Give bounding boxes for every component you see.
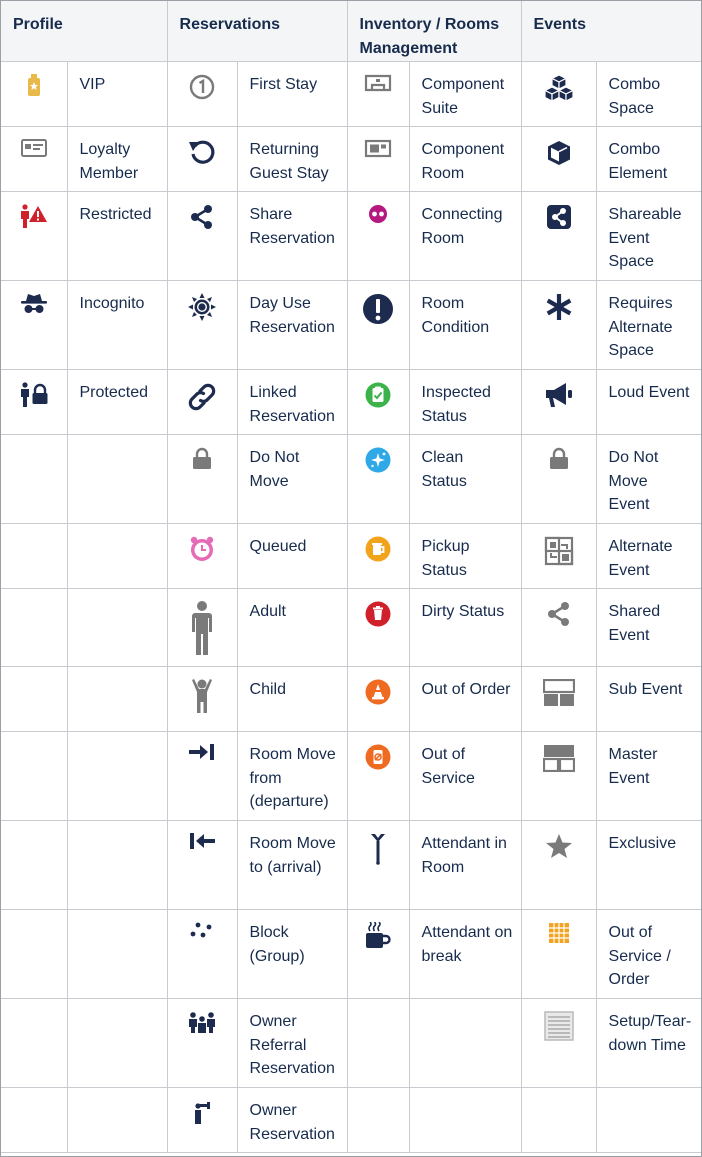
profile-label (67, 910, 167, 999)
reservations-icon-cell (167, 667, 237, 732)
master-event-icon (543, 759, 575, 776)
profile-icon-cell (1, 435, 67, 524)
inventory-icon-cell (347, 281, 409, 370)
inventory-label: Inspected Status (409, 370, 521, 435)
events-icon-cell (521, 281, 596, 370)
adult-icon (191, 642, 213, 659)
first-stay-icon (189, 87, 215, 104)
lock-icon (192, 456, 212, 473)
inventory-icon-cell (347, 127, 409, 192)
events-icon-cell (521, 589, 596, 667)
profile-icon-cell (1, 821, 67, 910)
loyalty-card-icon (21, 144, 47, 161)
profile-label (67, 435, 167, 524)
out-of-service-grid-icon (548, 931, 570, 948)
events-icon-cell (521, 524, 596, 589)
owner-referral-icon (188, 1020, 216, 1037)
events-label: Exclusive (596, 821, 701, 910)
reservations-label: Share Reservation (237, 192, 347, 281)
reservations-label: Room Move to (arrival) (237, 821, 347, 910)
profile-icon-cell (1, 1088, 67, 1153)
shareable-space-icon (546, 217, 572, 234)
reservations-icon-cell (167, 435, 237, 524)
profile-label (67, 1088, 167, 1153)
events-label: Master Event (596, 732, 701, 821)
inventory-label: Out of Order (409, 667, 521, 732)
events-icon-cell (521, 62, 596, 127)
inventory-icon-cell (347, 1088, 409, 1153)
inventory-label: Component Suite (409, 62, 521, 127)
icon-legend-table (1, 1, 702, 1153)
events-label: Out of Service / Order (596, 910, 701, 999)
reservations-icon-cell (167, 821, 237, 910)
inventory-icon-cell (347, 370, 409, 435)
table-row (1, 281, 701, 370)
table-row (1, 524, 701, 589)
reservations-icon-cell (167, 910, 237, 999)
inventory-icon-cell (347, 821, 409, 910)
events-label: Setup/Tear-down Time (596, 999, 701, 1088)
events-label (596, 1088, 701, 1153)
events-icon-cell (521, 999, 596, 1088)
inventory-label: Connecting Room (409, 192, 521, 281)
inventory-label: Attendant on break (409, 910, 521, 999)
reservations-icon-cell (167, 732, 237, 821)
profile-icon-cell (1, 667, 67, 732)
events-icon-cell (521, 1088, 596, 1153)
child-icon (190, 700, 214, 717)
incognito-icon (20, 302, 48, 319)
inventory-icon-cell (347, 589, 409, 667)
header-row (1, 1, 701, 62)
events-icon-cell (521, 370, 596, 435)
profile-icon-cell (1, 62, 67, 127)
setup-teardown-icon (544, 1028, 574, 1045)
dirty-status-icon (365, 614, 391, 631)
table-row (1, 435, 701, 524)
inventory-icon-cell (347, 732, 409, 821)
shared-event-icon (546, 614, 572, 631)
inventory-label: Clean Status (409, 435, 521, 524)
events-label: Alternate Event (596, 524, 701, 589)
vip-icon (27, 83, 41, 100)
header-profile: Profile (1, 1, 167, 62)
events-label: Requires Alternate Space (596, 281, 701, 370)
out-of-order-icon (365, 692, 391, 709)
star-icon (545, 846, 573, 863)
reservations-label: First Stay (237, 62, 347, 127)
inventory-label: Out of Service (409, 732, 521, 821)
profile-label: VIP (67, 62, 167, 127)
reservations-label: Owner Reservation (237, 1088, 347, 1153)
reservations-icon-cell (167, 1088, 237, 1153)
alternate-event-icon (544, 553, 574, 570)
reservations-label: Owner Referral Reservation (237, 999, 347, 1088)
requires-alternate-icon (545, 308, 573, 325)
reservations-label: Returning Guest Stay (237, 127, 347, 192)
megaphone-icon (544, 395, 574, 412)
table-row (1, 732, 701, 821)
inventory-icon-cell (347, 62, 409, 127)
profile-icon-cell (1, 910, 67, 999)
profile-label (67, 667, 167, 732)
inventory-label (409, 1088, 521, 1153)
profile-icon-cell (1, 127, 67, 192)
day-use-icon (188, 308, 216, 325)
table-row (1, 62, 701, 127)
link-icon (187, 399, 217, 416)
attendant-in-room-icon (369, 852, 387, 869)
inventory-icon-cell (347, 524, 409, 589)
table-row (1, 589, 701, 667)
share-icon (189, 217, 215, 234)
protected-icon (20, 395, 48, 412)
events-label: Shareable Event Space (596, 192, 701, 281)
inventory-label: Room Condition (409, 281, 521, 370)
profile-icon-cell (1, 192, 67, 281)
table-row (1, 667, 701, 732)
restricted-icon (20, 215, 48, 232)
table-row (1, 821, 701, 910)
events-icon-cell (521, 192, 596, 281)
inventory-label: Dirty Status (409, 589, 521, 667)
profile-label: Protected (67, 370, 167, 435)
table-row (1, 370, 701, 435)
profile-label: Restricted (67, 192, 167, 281)
events-icon-cell (521, 821, 596, 910)
lock-icon (549, 456, 569, 473)
header-inventory: Inventory / Rooms Management (347, 1, 521, 62)
inventory-icon-cell (347, 667, 409, 732)
sub-event-icon (543, 694, 575, 711)
inventory-icon-cell (347, 910, 409, 999)
table-row (1, 1088, 701, 1153)
events-icon-cell (521, 732, 596, 821)
combo-element-icon (545, 154, 573, 171)
reservations-label: Room Move from (departure) (237, 732, 347, 821)
pickup-status-icon (365, 549, 391, 566)
inventory-icon-cell (347, 192, 409, 281)
events-icon-cell (521, 435, 596, 524)
header-reservations: Reservations (167, 1, 347, 62)
reservations-label: Adult (237, 589, 347, 667)
inventory-icon-cell (347, 999, 409, 1088)
events-label: Sub Event (596, 667, 701, 732)
profile-label (67, 732, 167, 821)
table-row (1, 999, 701, 1088)
clean-status-icon (365, 460, 391, 477)
events-label: Shared Event (596, 589, 701, 667)
profile-icon-cell (1, 370, 67, 435)
reservations-icon-cell (167, 524, 237, 589)
connecting-room-icon (367, 211, 389, 228)
reservations-icon-cell (167, 127, 237, 192)
profile-icon-cell (1, 999, 67, 1088)
block-group-icon (190, 925, 214, 942)
room-condition-icon (362, 312, 394, 329)
profile-label (67, 589, 167, 667)
reservations-icon-cell (167, 281, 237, 370)
events-icon-cell (521, 127, 596, 192)
events-icon-cell (521, 667, 596, 732)
returning-guest-icon (188, 152, 216, 169)
profile-icon-cell (1, 281, 67, 370)
reservations-label: Queued (237, 524, 347, 589)
profile-icon-cell (1, 732, 67, 821)
events-label: Combo Element (596, 127, 701, 192)
table-row (1, 127, 701, 192)
reservations-icon-cell (167, 62, 237, 127)
reservations-icon-cell (167, 589, 237, 667)
move-in-icon (189, 836, 215, 853)
reservations-label: Linked Reservation (237, 370, 347, 435)
events-label: Loud Event (596, 370, 701, 435)
alarm-clock-icon (189, 549, 215, 566)
combo-space-icon (544, 89, 574, 106)
profile-label (67, 524, 167, 589)
reservations-label: Do Not Move (237, 435, 347, 524)
reservations-icon-cell (167, 370, 237, 435)
inventory-label (409, 999, 521, 1088)
profile-icon-cell (1, 589, 67, 667)
reservations-label: Day Use Reservation (237, 281, 347, 370)
profile-label: Loyalty Member (67, 127, 167, 192)
reservations-label: Block (Group) (237, 910, 347, 999)
inventory-label: Pickup Status (409, 524, 521, 589)
reservations-icon-cell (167, 999, 237, 1088)
table-row (1, 910, 701, 999)
reservations-icon-cell (167, 192, 237, 281)
out-of-service-icon (365, 757, 391, 774)
move-out-icon (189, 747, 215, 764)
component-suite-icon (364, 81, 392, 98)
inventory-icon-cell (347, 435, 409, 524)
header-events: Events (521, 1, 701, 62)
events-label: Do Not Move Event (596, 435, 701, 524)
profile-label (67, 999, 167, 1088)
inventory-label: Attendant in Room (409, 821, 521, 910)
events-icon-cell (521, 910, 596, 999)
inspected-status-icon (365, 395, 391, 412)
attendant-break-icon (364, 937, 392, 954)
profile-icon-cell (1, 524, 67, 589)
table-row (1, 192, 701, 281)
profile-label: Incognito (67, 281, 167, 370)
events-label: Combo Space (596, 62, 701, 127)
profile-label (67, 821, 167, 910)
owner-reservation-icon (194, 1111, 210, 1128)
inventory-label: Component Room (409, 127, 521, 192)
reservations-label: Child (237, 667, 347, 732)
component-room-icon (364, 146, 392, 163)
